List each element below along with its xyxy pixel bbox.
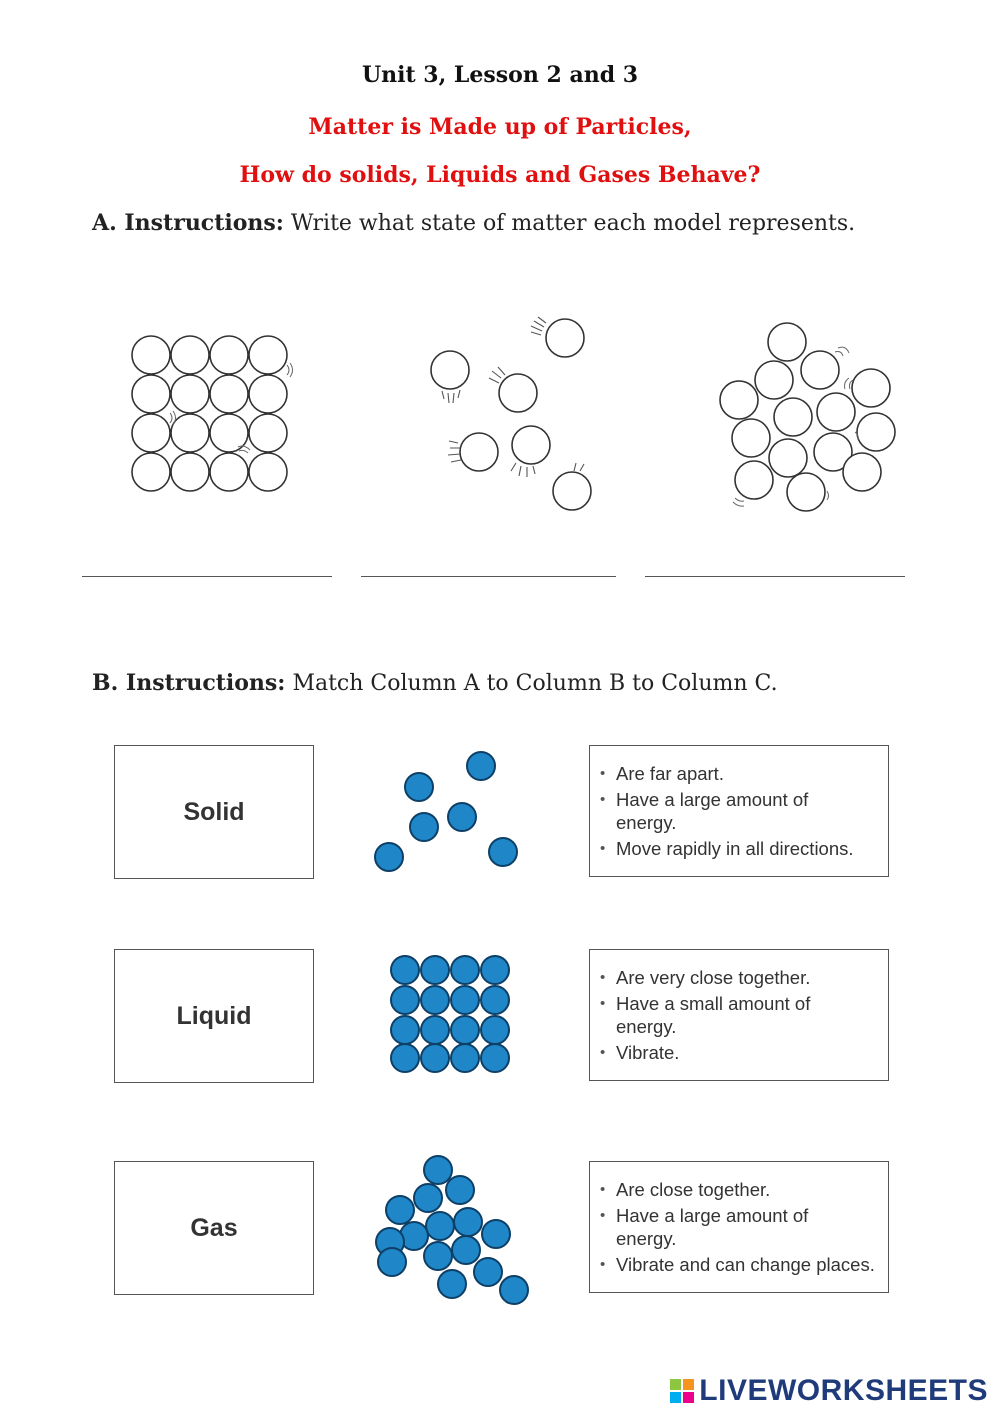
- model-liquid-outline: [715, 320, 900, 515]
- page-title: Unit 3, Lesson 2 and 3: [361, 62, 639, 88]
- description-item: • Have a large amount of energy.: [600, 1204, 826, 1250]
- column-b-liquid-particles[interactable]: [370, 1150, 540, 1310]
- answer-line-2[interactable]: [361, 576, 616, 577]
- column-c-far-apart[interactable]: [589, 745, 889, 877]
- description-item: • Move rapidly in all directions.: [600, 837, 880, 860]
- logo-grid-icon: [669, 1378, 695, 1404]
- column-a-liquid[interactable]: Liquid: [114, 949, 314, 1083]
- description-item: • Have a large amount of energy.: [600, 788, 826, 834]
- section-b-text: Match Column A to Column B to Column C.: [292, 671, 778, 696]
- section-a-text: Write what state of matter each model represents.: [290, 211, 856, 236]
- column-a-gas[interactable]: Gas: [114, 1161, 314, 1295]
- section-a-label: A. Instructions:: [92, 210, 284, 236]
- model-gas-outline: [420, 305, 610, 520]
- section-a-instructions: [92, 210, 855, 236]
- description-item: • Are far apart.: [600, 762, 880, 785]
- column-c-close-together[interactable]: [589, 1161, 889, 1293]
- answer-line-3[interactable]: [645, 576, 905, 577]
- description-item: • Are close together.: [600, 1178, 880, 1201]
- column-b-solid-particles[interactable]: [385, 950, 515, 1080]
- description-item: • Are very close together.: [600, 966, 880, 989]
- column-c-very-close[interactable]: [589, 949, 889, 1081]
- lesson-subtitle-2: How do solids, Liquids and Gases Behave?: [239, 162, 761, 188]
- model-solid-outline: [120, 325, 300, 505]
- section-b-instructions: [92, 670, 778, 696]
- column-a-solid[interactable]: Solid: [114, 745, 314, 879]
- liveworksheets-logo: [669, 1374, 988, 1408]
- description-item: • Have a small amount of energy.: [600, 992, 826, 1038]
- lesson-subtitle-1: Matter is Made up of Particles,: [308, 114, 692, 140]
- logo-text: LIVEWORKSHEETS: [699, 1374, 988, 1407]
- description-item: • Vibrate.: [600, 1041, 880, 1064]
- description-item: • Vibrate and can change places.: [600, 1253, 880, 1276]
- answer-line-1[interactable]: [82, 576, 332, 577]
- section-b-label: B. Instructions:: [92, 670, 286, 696]
- column-b-gas-particles[interactable]: [365, 745, 535, 880]
